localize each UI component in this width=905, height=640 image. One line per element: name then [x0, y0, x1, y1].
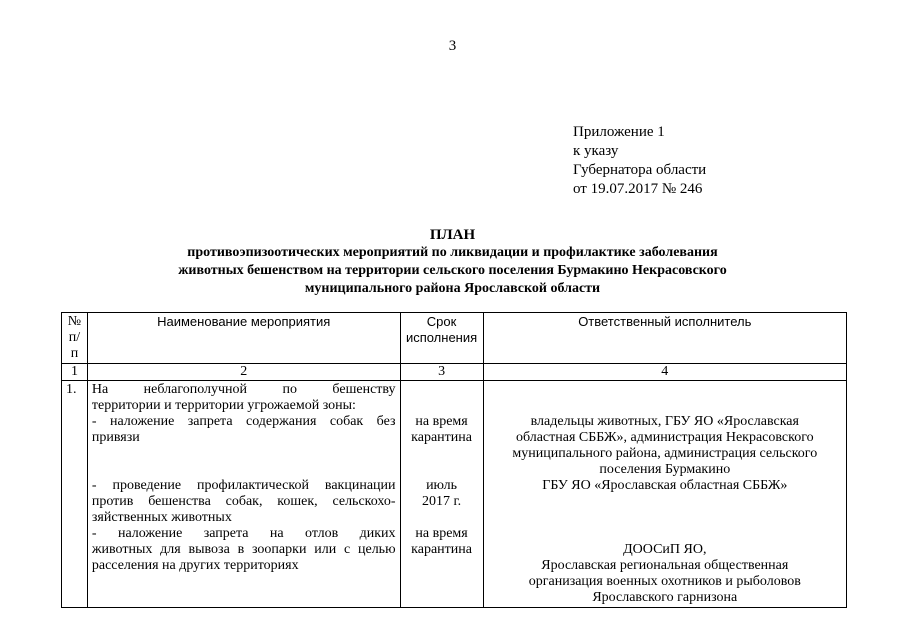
- measure-intro-line: На неблагополучной по бешенству: [91, 382, 396, 397]
- table-row: [62, 381, 847, 608]
- term-cell: [400, 381, 483, 608]
- term-line: карантина: [411, 542, 472, 557]
- term-line: на время: [415, 414, 468, 429]
- measure-line: привязи: [91, 430, 140, 445]
- executor-line: областная СББЖ», администрация Некрасовского: [515, 430, 814, 445]
- header-executor: Ответственный исполнитель: [483, 313, 846, 364]
- executor-line: Ярославская региональная общественная: [541, 558, 789, 573]
- plan-heading: [0, 226, 905, 298]
- appendix-line: к указу: [573, 143, 619, 159]
- term-line: на время: [415, 526, 468, 541]
- executor-line: Ярославского гарнизона: [592, 590, 738, 605]
- executor-line: ГБУ ЯО «Ярославская областная СББЖ»: [542, 478, 788, 493]
- measure-line: зяйственных животных: [91, 510, 232, 525]
- measure-line: расселения на других территориях: [91, 558, 299, 573]
- measure-line: - наложение запрета содержания собак без: [91, 414, 396, 429]
- plan-table: [61, 312, 847, 608]
- executor-line: поселения Бурмакино: [599, 462, 731, 477]
- header-num: № п/п: [62, 313, 88, 364]
- table-header-row: [62, 313, 847, 364]
- appendix-line: Губернатора области: [573, 162, 707, 178]
- term-line: карантина: [411, 430, 472, 445]
- appendix-line: от 19.07.2017 № 246: [573, 181, 703, 197]
- executor-line: владельцы животных, ГБУ ЯО «Ярославская: [530, 414, 799, 429]
- column-index: 4: [483, 364, 846, 381]
- plan-title: ПЛАН: [429, 227, 476, 243]
- row-number: 1.: [62, 381, 88, 608]
- appendix-line: Приложение 1: [573, 124, 665, 140]
- header-name: Наименование мероприятия: [87, 313, 400, 364]
- executor-line: муниципального района, администрация сельского: [512, 446, 818, 461]
- measure-intro-line: территории и территории угрожаемой зоны:: [91, 398, 356, 413]
- term-line: 2017 г.: [421, 494, 462, 509]
- executor-cell: [483, 381, 846, 608]
- measure-line: - проведение профилактической вакцинации: [91, 478, 396, 493]
- measure-line: животных для вывоза в зоопарки или с целью: [91, 542, 396, 557]
- measure-line: - наложение запрета на отлов диких: [91, 526, 396, 541]
- plan-subtitle-line: животных бешенством на территории сельского поселения Бурмакино Некрасовского: [178, 263, 727, 278]
- plan-subtitle-line: противоэпизоотических мероприятий по ликвидации и профилактике заболевания: [187, 245, 718, 260]
- plan-subtitle-line: муниципального района Ярославской области: [304, 281, 601, 296]
- page-number: 3: [448, 38, 457, 54]
- header-term: Срок исполнения: [400, 313, 483, 364]
- column-index: 2: [87, 364, 400, 381]
- column-index-row: [62, 364, 847, 381]
- column-index: 1: [62, 364, 88, 381]
- measure-cell: [87, 381, 400, 608]
- term-line: июль: [426, 478, 458, 493]
- measure-line: против бешенства собак, кошек, сельскохо-: [91, 494, 396, 509]
- executor-line: организация военных охотников и рыболовов: [528, 574, 801, 589]
- appendix-block: [573, 123, 706, 199]
- column-index: 3: [400, 364, 483, 381]
- executor-line: ДООСиП ЯО,: [623, 542, 707, 557]
